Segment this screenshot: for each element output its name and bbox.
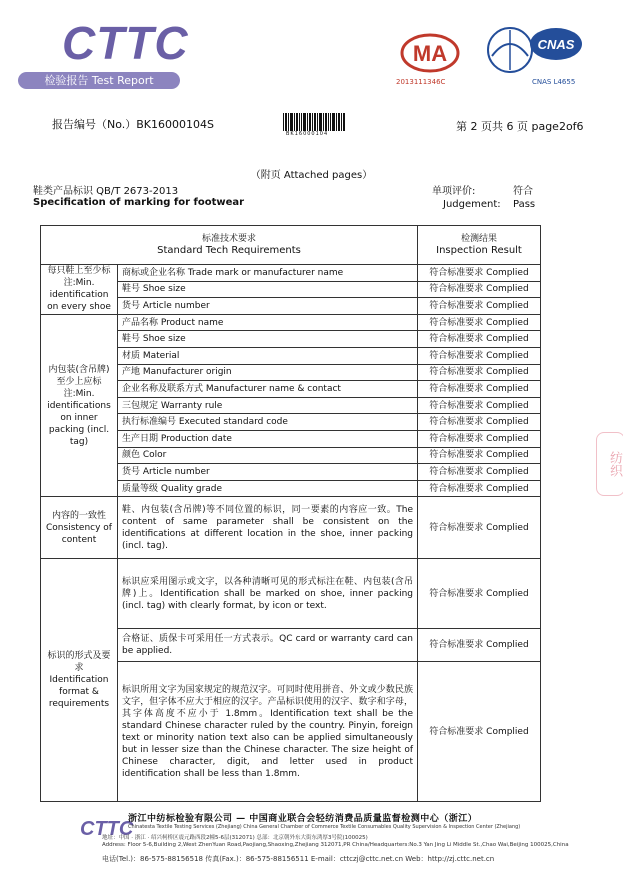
cnas-seal-icon — [474, 22, 584, 82]
judgement-value-en: Pass — [513, 199, 536, 210]
header-result-cn: 检测结果 — [460, 234, 497, 244]
judgement-value-cn: 符合 — [513, 186, 533, 197]
result-cell: 符合标准要求 Complied — [418, 347, 541, 364]
requirement-cell: 企业名称及联系方式 Manufacturer name & contact — [118, 381, 418, 398]
header-result-en: Inspection Result — [436, 245, 522, 256]
requirement-cell: 鞋、内包装(含吊牌)等不同位置的标识，同一要素的内容应一致。The content of same parameter shall be consistent on the identifications at different location in the shoe, inner packing (incl. tag). — [118, 497, 418, 559]
result-cell: 符合标准要求 Complied — [418, 629, 541, 662]
table-header-row — [41, 226, 541, 265]
result-cell: 符合标准要求 Complied — [418, 331, 541, 348]
footer-address-cn: 地址：中国 · 浙江 · 绍兴柯桥区震元路西段2幢5-6层(312071) 总部：北京朝外东大街东鸿厚3号院(100025) — [102, 835, 368, 841]
result-cell: 符合标准要求 Complied — [418, 414, 541, 431]
header-requirements-en: Standard Tech Requirements — [157, 245, 301, 256]
result-cell: 符合标准要求 Complied — [418, 397, 541, 414]
page-info: 第 2 页共 6 页 page2of6 — [456, 120, 584, 133]
result-cell: 符合标准要求 Complied — [418, 497, 541, 559]
svg-text:MA: MA — [412, 41, 448, 66]
requirement-cell: 产地 Manufacturer origin — [118, 364, 418, 381]
header-result — [418, 226, 541, 265]
cnas-code: CNAS L4655 — [532, 78, 576, 86]
cma-code: 2013111346C — [396, 78, 446, 86]
result-cell: 符合标准要求 Complied — [418, 559, 541, 629]
barcode-icon — [283, 113, 345, 131]
requirement-cell: 产品名称 Product name — [118, 314, 418, 331]
group-label: 标识的形式及要求 Identification format & requirements — [41, 559, 118, 802]
result-cell: 符合标准要求 Complied — [418, 447, 541, 464]
cttc-logo: CTTC — [62, 17, 189, 69]
requirement-cell: 标识应采用图示或文字，以各种清晰可见的形式标注在鞋、内包装(含吊牌)上。Identification shall be marked on shoe, inner packing (incl. tag) with clearly format, by icon or text. — [118, 559, 418, 629]
svg-text:CNAS: CNAS — [537, 37, 575, 52]
side-stamp: 纺织 — [596, 432, 623, 496]
result-cell: 符合标准要求 Complied — [418, 281, 541, 298]
report-number: 报告编号（No.）BK16000104S — [52, 118, 214, 131]
footer-cttc-logo: CTTC — [80, 818, 134, 840]
requirement-cell: 鞋号 Shoe size — [118, 281, 418, 298]
result-cell: 符合标准要求 Complied — [418, 430, 541, 447]
requirement-cell: 生产日期 Production date — [118, 430, 418, 447]
header-requirements — [41, 226, 418, 265]
group-label: 内容的一致性 Consistency of content — [41, 497, 118, 559]
cma-seal-icon — [400, 32, 460, 74]
footer-contact: 电话(Tel.)：86-575-88156518 传真(Fax.)：86-575-88156511 E-mail：cttczj@cttc.net.cn Web：http://zj.cttc.net.cn — [102, 855, 495, 863]
result-cell: 符合标准要求 Complied — [418, 298, 541, 315]
requirement-cell: 商标或企业名称 Trade mark or manufacturer name — [118, 265, 418, 282]
standard-title-cn: 鞋类产品标识 QB/T 2673-2013 — [33, 186, 179, 197]
result-cell: 符合标准要求 Complied — [418, 265, 541, 282]
footer-company-name: 浙江中纺标检验有限公司 — 中国商业联合会轻纺消费品质量监督检测中心（浙江） — [128, 814, 478, 824]
table-row — [41, 559, 541, 629]
group-label: 每只鞋上至少标注:Min. identification on every shoe — [41, 265, 118, 315]
result-cell: 符合标准要求 Complied — [418, 364, 541, 381]
table-row — [41, 497, 541, 559]
requirement-cell: 货号 Article number — [118, 298, 418, 315]
result-cell: 符合标准要求 Complied — [418, 480, 541, 497]
requirements-table — [40, 225, 541, 802]
requirement-cell: 鞋号 Shoe size — [118, 331, 418, 348]
attached-pages-label: （附页 Attached pages） — [250, 170, 373, 181]
footer-company-name-en: Chinatesta Textile Testing Services (Zhejiang) China General Chamber of Commerce Textile Consumables Quality Supervision & Inspection Center (Zhejiang) — [128, 824, 521, 830]
requirement-cell: 三包规定 Warranty rule — [118, 397, 418, 414]
footer-address-en: Address: Floor 5-6,Building 2,West ZhenYuan Road,Paojiang,Shaoxing,Zhejiang 312071,PR China/Headquarters:No.3 Yan Jing Li Middle St.,Chao Wai,Beijing 100025,China — [102, 842, 569, 848]
requirement-cell: 质量等级 Quality grade — [118, 480, 418, 497]
requirement-cell: 材质 Material — [118, 347, 418, 364]
requirement-cell: 标识所用文字为国家规定的规范汉字。可同时使用拼音、外文或少数民族文字，但字体不应大于相应的汉字。产品标识使用的汉字、数字和字母，其字体高度不应小于 1.8mm。Identification text shall be the standard Chinese character ruled by the country. Pinyin, foreign text or minority nation text also can be applied simultaneously but in lesser size than the Chinese character. The size height of Chinese character, digit, and letter used in product identification shall be less than 1.8mm. — [118, 662, 418, 802]
requirement-cell: 颜色 Color — [118, 447, 418, 464]
barcode-text: BK16000104 — [286, 131, 329, 137]
result-cell: 符合标准要求 Complied — [418, 464, 541, 481]
result-cell: 符合标准要求 Complied — [418, 381, 541, 398]
result-cell: 符合标准要求 Complied — [418, 314, 541, 331]
judgement-label-cn: 单项评价: — [432, 186, 476, 197]
judgement-label-en: Judgement: — [443, 199, 501, 210]
result-cell: 符合标准要求 Complied — [418, 662, 541, 802]
requirement-cell: 执行标准编号 Executed standard code — [118, 414, 418, 431]
group-label: 内包装(含吊牌)至少上应标注:Min. identifications on inner packing (incl. tag) — [41, 314, 118, 497]
table-row — [41, 314, 541, 331]
requirement-cell: 合格证、质保卡可采用任一方式表示。QC card or warranty card can be applied. — [118, 629, 418, 662]
requirement-cell: 货号 Article number — [118, 464, 418, 481]
table-row — [41, 265, 541, 282]
test-report-label: 检验报告 Test Report — [18, 72, 180, 89]
header-requirements-cn: 标准技术要求 — [201, 234, 256, 244]
standard-title-en: Specification of marking for footwear — [33, 197, 245, 208]
